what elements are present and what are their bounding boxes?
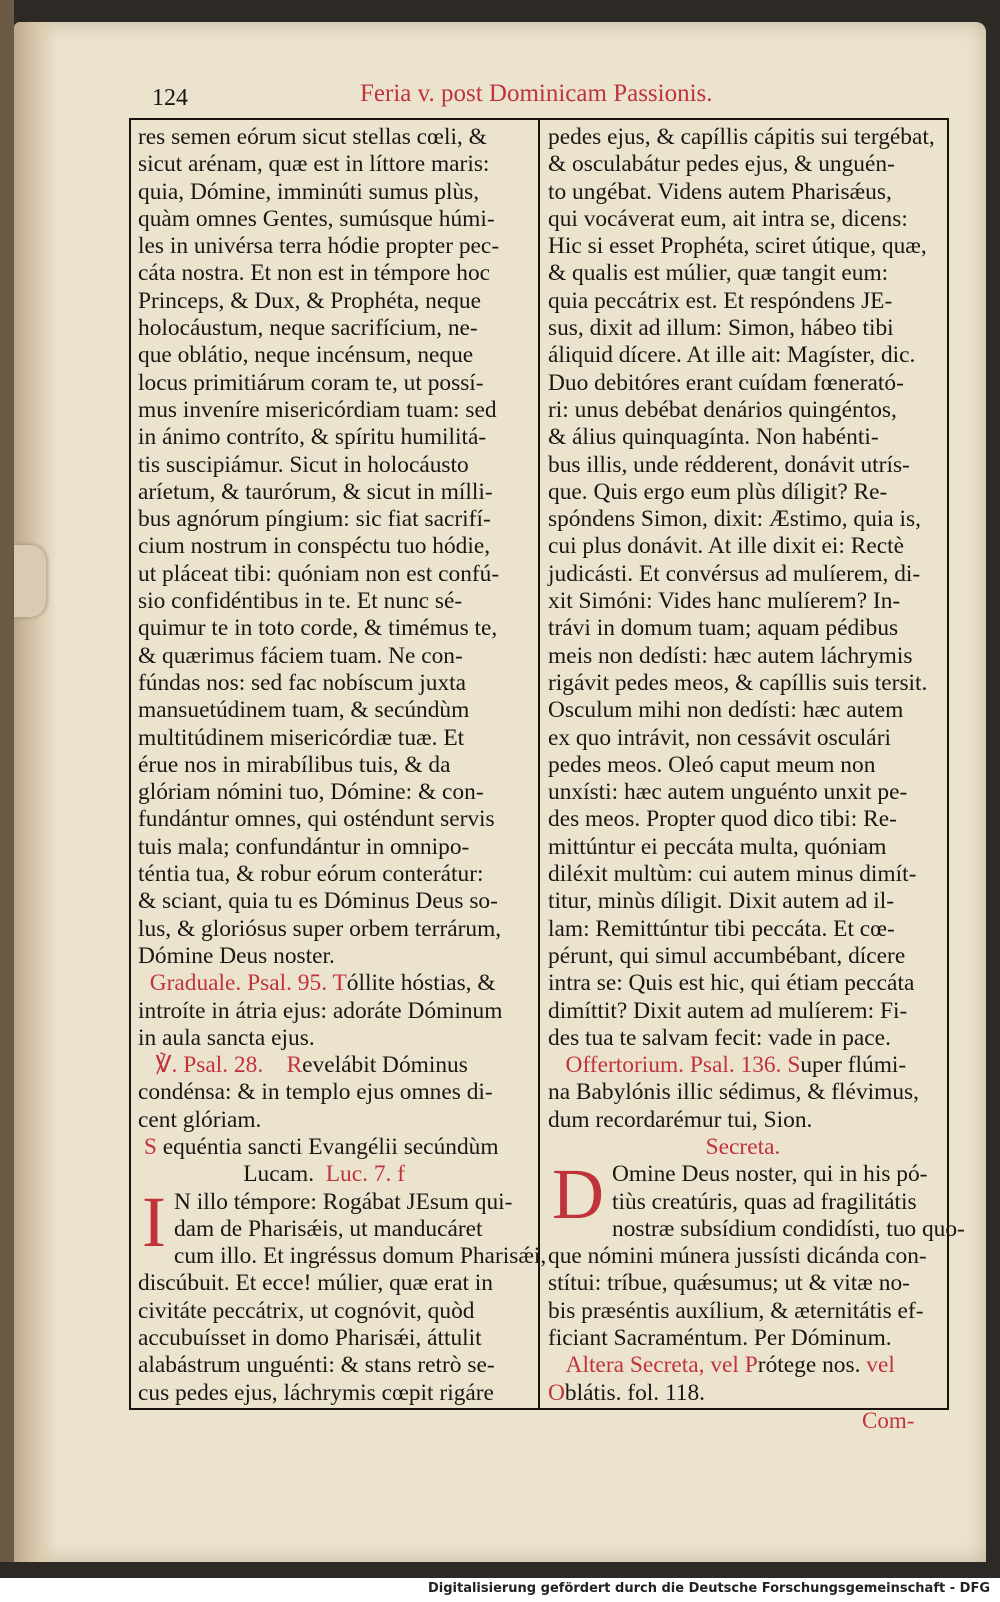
page-tab-marker [14, 545, 46, 617]
gospel-line: cus pedes ejus, láchrymis cœpit rigáre [138, 1379, 494, 1406]
altera-text: rótege nos. [757, 1352, 861, 1379]
left-column-line: lus, & gloriósus super orbem terrárum, [138, 915, 502, 942]
running-head: Feria v. post Dominicam Passionis. [360, 80, 713, 107]
right-column-line: meis non dedísti: hæc autem láchrymis [548, 642, 913, 669]
versicle-line [138, 1052, 534, 1079]
right-column-line: des tua te salvam fecit: vade in pace. [548, 1024, 891, 1051]
right-column-body [548, 124, 938, 1052]
gospel-line: discúbuit. Et ecce! múlier, quæ erat in [138, 1270, 494, 1297]
left-column-body [138, 124, 534, 970]
left-column-line: cium nostrum in conspéctu tuo hódie, [138, 533, 491, 560]
altera-initial: O [548, 1379, 565, 1406]
secreta-line: bis præséntis auxílium, & æternitátis ef- [548, 1297, 924, 1324]
right-column-line: pérunt, qui simul accumbébant, dícere [548, 942, 906, 969]
footer-credit: Digitalisierung gefördert durch die Deutsche Forschungsgemeinschaft - DFG [427, 1581, 990, 1596]
left-column-line: locus primitiárum coram te, ut possí- [138, 369, 484, 396]
gospel-line: N illo témpore: Rogábat JEsum qui- [173, 1188, 513, 1215]
sequentia-reference: Luc. 7. f [325, 1161, 406, 1188]
right-column-line: ri: unus debébat denários quingéntos, [548, 396, 897, 423]
gradual-initial: T [332, 970, 347, 997]
page-number: 124 [152, 85, 188, 111]
left-column-line: quàm omnes Gentes, sumúsque húmi- [138, 205, 495, 232]
offertory-text-line: na Babylónis illic sédimus, & flévimus, [548, 1079, 919, 1106]
left-column-line: aríetum, & taurórum, & sicut in mílli- [138, 478, 493, 505]
secreta-line: nostræ subsídium condidísti, tuo quo- [612, 1215, 965, 1242]
secreta-body [548, 1154, 965, 1352]
right-column-line: trávi in domum tuam; aquam pédibus [548, 615, 899, 642]
right-column-line: spóndens Simon, dixit: Æstimo, quia is, [548, 506, 921, 533]
gospel-line: dam de Pharisǽis, ut manducáret [173, 1215, 483, 1242]
left-column-line: mus inveníre misericórdiam tuam: sed [138, 396, 497, 423]
gospel-block [138, 1181, 547, 1407]
right-column-line: sus, dixit ad illum: Simon, hábeo tibi [548, 315, 894, 342]
secreta-line: stítui: tríbue, quǽsumus; ut & vitæ no- [548, 1270, 910, 1297]
versicle-initial: R [286, 1052, 303, 1079]
versicle-text: evelábit Dóminus [302, 1052, 468, 1079]
book-spine [0, 0, 14, 1562]
right-column-line: & qualis est múlier, quæ tangit eum: [548, 260, 889, 287]
altera-line-2 [548, 1380, 938, 1407]
secreta-dropcap: D [552, 1154, 604, 1235]
right-column-line: to ungébat. Videns autem Pharisǽus, [548, 178, 892, 205]
catchword: Com- [862, 1408, 915, 1433]
left-column-line: érue nos in mirabílibus tuis, & da [138, 751, 451, 778]
left-column-line: bus agnórum píngium: sic fiat sacrifí- [138, 506, 491, 533]
gospel-dropcap: I [142, 1181, 166, 1262]
right-column-line: & osculabátur pedes ejus, & unguén- [548, 151, 895, 178]
left-column-line: sicut arénam, quæ est in líttore maris: [138, 151, 490, 178]
left-column-line: holocáustum, neque sacrifícium, ne- [138, 315, 478, 342]
right-column-line: xit Simóni: Vides hanc mulíerem? In- [548, 588, 901, 615]
gospel-body [138, 1181, 547, 1407]
left-column [138, 124, 547, 1407]
left-column-line: cáta nostra. Et non est in témpore hoc [138, 260, 491, 287]
offertory-line [548, 1052, 938, 1079]
right-column-line: titur, minùs díligit. Dixit autem ad il- [548, 888, 894, 915]
right-column-line: Hic si esset Prophéta, sciret útique, quæ, [548, 233, 927, 260]
right-column-line: Duo debitóres erant cuídam fœnerató- [548, 369, 904, 396]
right-column-line: dimíttit? Dixit autem ad mulíerem: Fi- [548, 997, 908, 1024]
gradual-text-line: in aula sancta ejus. [138, 1024, 315, 1051]
versicle-text-line: condénsa: & in templo ejus omnes di- [138, 1079, 493, 1106]
left-column-line: sio confidéntibus in te. Et nunc sé- [138, 588, 463, 615]
versicle-label: ℣. Psal. 28. [155, 1052, 264, 1079]
altera-label: Altera Secreta, vel P [565, 1352, 758, 1379]
left-column-line: Dómine Deus noster. [138, 942, 335, 969]
left-column-line: ut pláceat tibi: quóniam non est confú- [138, 560, 500, 587]
right-column-line: qui vocáverat eum, ait intra se, dicens: [548, 205, 908, 232]
gradual-text: óllite hóstias, & [346, 970, 496, 997]
left-column-line: res semen eórum sicut stellas cœli, & [138, 124, 487, 150]
left-column-line: tis suscipiámur. Sicut in holocáusto [138, 451, 469, 478]
left-column-line: tuis mala; confundántur in omnipo- [138, 833, 470, 860]
right-column-line: que. Quis ergo eum plùs díligit? Re- [548, 478, 888, 505]
sequentia-line-2 [138, 1161, 534, 1188]
gospel-line: civitáte peccátrix, ut cognóvit, quòd [138, 1297, 475, 1324]
right-column-line: des meos. Propter quod dico tibi: Re- [548, 806, 897, 833]
altera-line [548, 1352, 938, 1379]
right-column-line: diléxit multùm: cui autem minus dimít- [548, 861, 917, 888]
gradual-label: Graduale. Psal. 95. [149, 970, 328, 997]
gospel-line: alabástrum unguénti: & stans retrò se- [138, 1352, 495, 1379]
right-column-line: Osculum mihi non dedísti: hæc autem [548, 697, 904, 724]
left-column-line: que oblátio, neque incénsum, neque [138, 342, 474, 369]
left-column-line: multitúdinem misericórdiæ tuæ. Et [138, 724, 465, 751]
right-column-line: mittúntur ei peccáta multa, quóniam [548, 833, 887, 860]
right-column [548, 124, 965, 1407]
right-column-line: intra se: Quis est hic, qui étiam peccáta [548, 970, 915, 997]
left-column-line: mansuetúdinem tuam, & secúndùm [138, 697, 470, 724]
offertory-text-line: dum recordarémur tui, Sion. [548, 1106, 813, 1133]
left-column-line: téntia tua, & robur eórum conterátur: [138, 861, 484, 888]
right-column-line: unxísti: hæc autem unguénto unxit pe- [548, 779, 908, 806]
secreta-block [548, 1154, 965, 1352]
gospel-line: cum illo. Et ingréssus domum Pharisǽi, [173, 1243, 547, 1270]
altera-text-2: blátis. fol. 118. [564, 1379, 706, 1406]
right-column-line: ex quo intrávit, non cessávit osculári [548, 724, 891, 751]
secreta-line: tiùs creatúris, quas ad fragilitátis [612, 1188, 917, 1215]
left-column-line: in ánimo contríto, & spíritu humilitá- [138, 424, 487, 451]
gospel-line: accubuísset in domo Pharisǽi, áttulit [138, 1325, 482, 1352]
right-column-line: rigávit pedes meos, & capíllis suis tersit. [548, 669, 928, 696]
column-divider [538, 120, 540, 1408]
versicle-text-line: cent glóriam. [138, 1106, 262, 1133]
gradual-text-line: introíte in átria ejus: adoráte Dóminum [138, 997, 503, 1024]
secreta-line: Omine Deus noster, qui in his pó- [612, 1161, 928, 1188]
right-column-line: judicásti. Et convérsus ad mulíerem, di- [548, 560, 921, 587]
page-gutter-shadow [14, 22, 58, 1562]
secreta-heading: Secreta. [705, 1133, 781, 1160]
left-column-line: fúndas nos: sed fac nobíscum juxta [138, 669, 467, 696]
left-column-line: fundántur omnes, qui osténdunt servis [138, 806, 495, 833]
left-column-line: quimur te in toto corde, & timémus te, [138, 615, 498, 642]
gradual-line [138, 970, 534, 997]
offertory-initial: S [787, 1052, 801, 1079]
sequentia-text: equéntia sancti Evangélii secúndùm [162, 1133, 499, 1160]
left-column-line: & sciant, quia tu es Dóminus Deus so- [138, 888, 498, 915]
right-column-line: & álius quinquagínta. Non habénti- [548, 424, 879, 451]
right-column-line: cui plus donávit. At ille dixit ei: Rectè [548, 533, 904, 560]
left-column-line: glóriam nómini tuo, Dómine: & con- [138, 779, 484, 806]
left-column-line: Princeps, & Dux, & Prophéta, neque [138, 287, 482, 314]
sequentia-lucam: Lucam. [243, 1161, 315, 1188]
right-column-line: bus illis, unde rédderent, donávit utrís- [548, 451, 910, 478]
sequentia-line [138, 1134, 534, 1161]
right-column-line: áliquid dícere. At ille ait: Magíster, dic. [548, 342, 916, 369]
secreta-line: ficiant Sacraméntum. Per Dóminum. [548, 1325, 892, 1352]
left-column-line: les in univérsa terra hódie propter pec- [138, 233, 500, 260]
sequentia-initial: S [143, 1133, 157, 1160]
left-column-line: quia, Dómine, imminúti sumus plùs, [138, 178, 480, 205]
right-column-line: quia peccátrix est. Et respóndens JE- [548, 287, 893, 314]
offertory-label: Offertorium. Psal. 136. [565, 1052, 782, 1079]
right-column-line: pedes meos. Oleó caput meum non [548, 751, 876, 778]
right-column-line: lam: Remittúntur tibi peccáta. Et cœ- [548, 915, 895, 942]
altera-vel: vel [866, 1352, 895, 1379]
left-column-line: & quærimus fáciem tuam. Ne con- [138, 642, 463, 669]
right-column-line: pedes ejus, & capíllis cápitis sui tergébat, [548, 124, 935, 150]
secreta-line: que nómini múnera jussísti dicánda con- [548, 1243, 927, 1270]
offertory-text: uper flúmi- [800, 1052, 907, 1079]
